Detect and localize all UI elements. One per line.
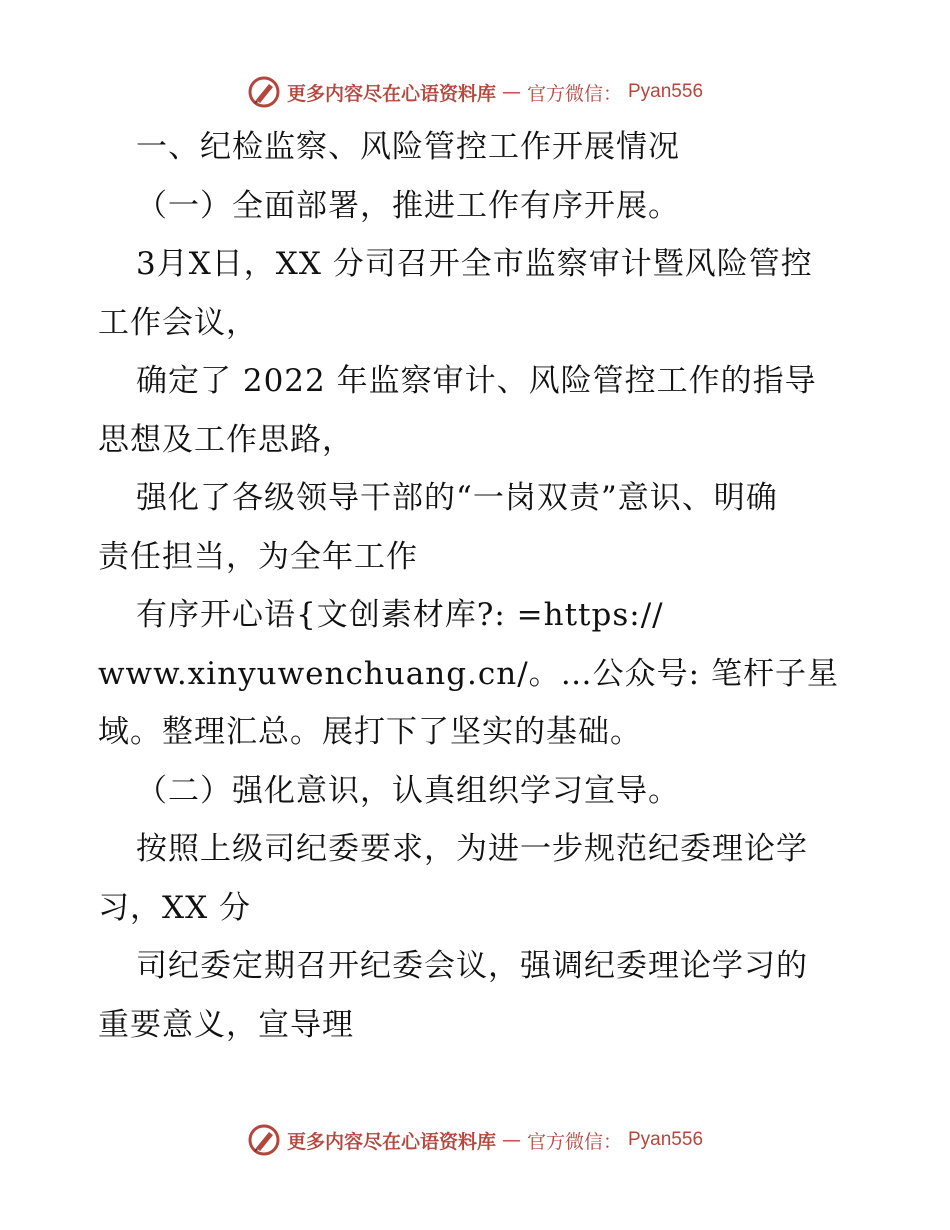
paragraph-line: www.xinyuwenchuang.cn/。…公众号: 笔杆子星 [98,655,839,692]
paragraph-line: 强化了各级领导干部的“一岗双责”意识、明确 [136,480,778,516]
header-watermark [0,70,950,114]
watermark-official-label: 官方微信： [526,1130,622,1153]
pen-logo-icon [247,1123,281,1157]
paragraph-line: 有序开心语{文创素材库?: =https:// [136,597,664,633]
paragraph-line: 重要意义，宣导理 [98,1006,354,1043]
paragraph-line: 责任担当，为全年工作 [98,538,418,575]
watermark-official-label: 官方微信： [526,82,622,105]
section-heading: 一、纪检监察、风险管控工作开展情况 [136,129,680,165]
watermark-wechat-id: Pyan556 [628,1129,704,1150]
pen-logo-icon [247,75,281,109]
watermark-separator: — [501,81,521,103]
paragraph-line: 司纪委定期召开纪委会议，强调纪委理论学习的 [136,948,808,984]
watermark-brand: 更多内容尽在心语资料库 [286,82,496,105]
document-body [98,118,858,1054]
subsection-heading: （一）全面部署，推进工作有序开展。 [136,187,680,224]
watermark-brand: 更多内容尽在心语资料库 [286,1130,496,1153]
paragraph-line: 确定了 2022 年监察审计、风险管控工作的指导 [136,363,817,399]
paragraph-line: 思想及工作思路， [98,421,354,458]
subsection-heading: （二）强化意识，认真组织学习宣导。 [136,772,680,809]
paragraph-line: 3月X日，XX 分司召开全市监察审计暨风险管控 [136,246,813,282]
paragraph-line: 工作会议， [98,304,258,341]
paragraph-line: 习，XX 分 [98,889,251,926]
footer-watermark [0,1118,950,1162]
watermark-wechat-id: Pyan556 [628,81,704,102]
paragraph-line: 域。整理汇总。展打下了坚实的基础。 [98,714,642,750]
watermark-separator: — [501,1129,521,1151]
paragraph-line: 按照上级司纪委要求，为进一步规范纪委理论学 [136,831,808,867]
